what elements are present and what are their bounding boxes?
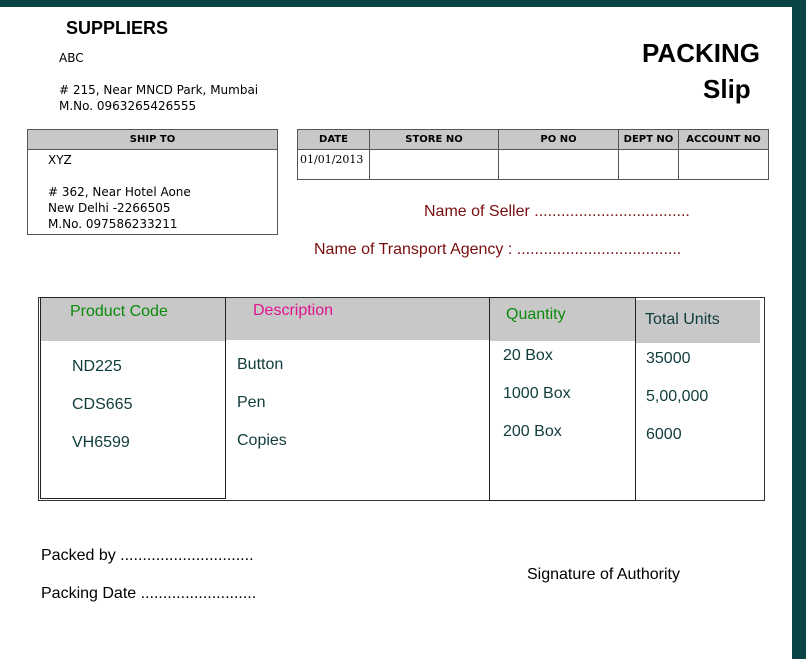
ship-to-address-line2: New Delhi -2266505 — [48, 201, 171, 215]
meta-value-dept-no-text — [619, 150, 678, 153]
supplier-name: ABC — [59, 51, 84, 65]
supplier-address: # 215, Near MNCD Park, Mumbai — [59, 83, 259, 97]
supplier-mobile: M.No. 0963265426555 — [59, 99, 197, 113]
order-meta-value-row — [298, 150, 769, 180]
seller-name-field: Name of Seller ................................... — [424, 203, 690, 220]
window-frame-right — [792, 0, 806, 659]
header-total-units: Total Units — [645, 311, 720, 328]
packing-date-field: Packing Date .......................... — [41, 585, 257, 602]
meta-value-account-no-text — [679, 150, 768, 153]
meta-value-date-text: 01/01/2013 — [300, 153, 364, 166]
row-2-description: Pen — [237, 394, 266, 411]
meta-header-po-no: PO NO — [499, 130, 619, 150]
row-1-product-code: ND225 — [72, 358, 122, 375]
row-1-total-units: 35000 — [646, 350, 691, 367]
row-1-description: Button — [237, 356, 284, 373]
row-3-description: Copies — [237, 432, 287, 449]
header-description: Description — [253, 302, 334, 319]
meta-value-po-no — [499, 150, 619, 180]
meta-value-date — [298, 150, 370, 180]
meta-header-date: DATE — [298, 130, 370, 150]
meta-header-dept-no: DEPT NO — [619, 130, 679, 150]
meta-value-account-no — [679, 150, 769, 180]
transport-agency-field: Name of Transport Agency : ..................................... — [314, 241, 682, 258]
meta-value-store-no-text — [370, 150, 498, 153]
row-2-product-code: CDS665 — [72, 396, 133, 413]
order-meta-table — [297, 129, 769, 180]
meta-value-po-no-text — [499, 150, 618, 153]
header-product-code: Product Code — [70, 303, 168, 320]
column-product-code — [40, 297, 226, 499]
document-title-line1: PACKING — [642, 38, 760, 68]
products-table — [38, 297, 765, 501]
suppliers-title: SUPPLIERS — [66, 18, 169, 38]
row-3-total-units: 6000 — [646, 426, 682, 443]
row-2-total-units: 5,00,000 — [646, 388, 709, 405]
document-title-line2: Slip — [703, 74, 751, 104]
meta-value-dept-no — [619, 150, 679, 180]
ship-to-mobile: M.No. 097586233211 — [48, 217, 178, 231]
row-3-quantity: 200 Box — [503, 423, 562, 440]
signature-of-authority: Signature of Authority — [527, 566, 680, 583]
header-quantity: Quantity — [506, 306, 566, 323]
row-2-quantity: 1000 Box — [503, 385, 571, 402]
packed-by-field: Packed by .............................. — [41, 547, 254, 564]
ship-to-address-line1: # 362, Near Hotel Aone — [48, 185, 191, 199]
row-3-product-code: VH6599 — [72, 434, 130, 451]
order-meta-header-row — [298, 130, 769, 150]
row-1-quantity: 20 Box — [503, 347, 553, 364]
ship-to-name: XYZ — [48, 153, 72, 167]
meta-value-store-no — [370, 150, 499, 180]
meta-header-account-no: ACCOUNT NO — [679, 130, 769, 150]
meta-header-store-no: STORE NO — [370, 130, 499, 150]
ship-to-box — [27, 129, 278, 235]
ship-to-header: SHIP TO — [28, 130, 277, 150]
window-frame-top — [0, 0, 806, 7]
